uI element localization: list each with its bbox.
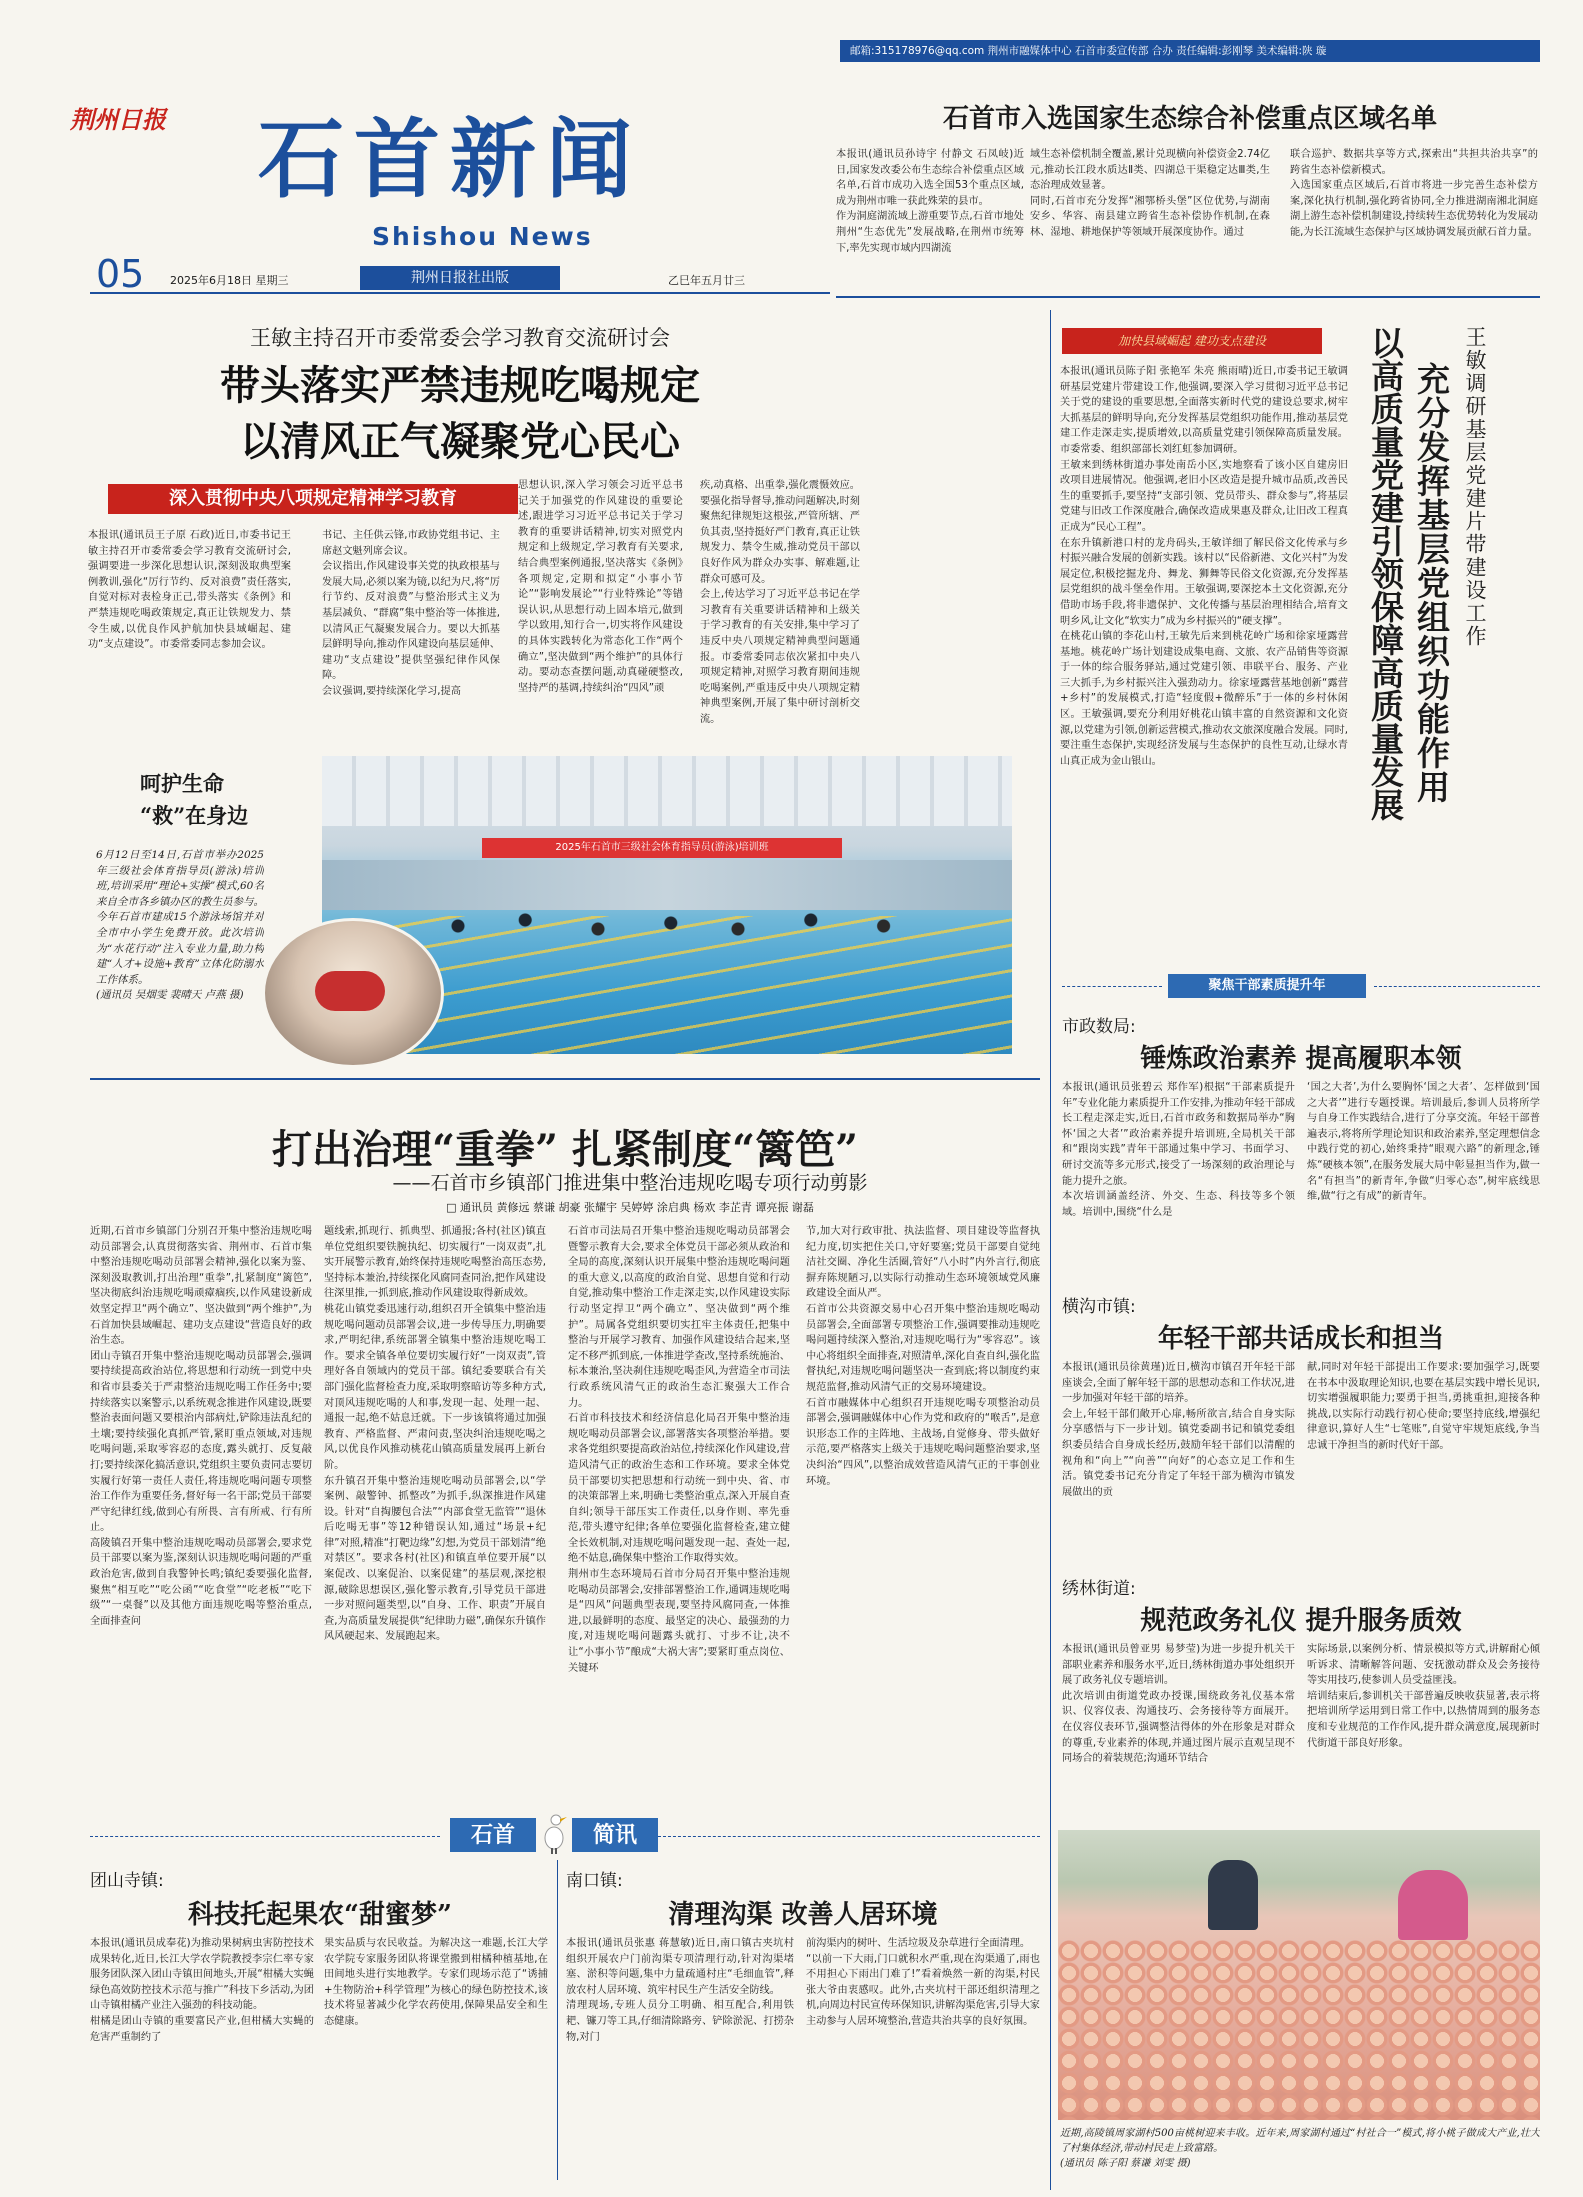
main-story-kicker: 王敏主持召开市委常委会学习教育交流研讨会 (250, 326, 670, 350)
top-contact-bar: 邮箱:315178976@qq.com 荆州市融媒体中心 石首市委宣传部 合办 责任编辑:彭刚琴 美术编辑:陕 璇 (840, 40, 1540, 62)
nankou-col-2: 前沟渠内的树叶、生活垃圾及杂草进行全面清理。 “以前一下大雨,门口就积水严重,现在沟渠通了,雨也不用担心下雨出门难了!”看着焕然一新的沟渠,村民张大爷由衷感叹。此外,古夹坑村干部还组织清理之机,向周边村民宣传环保知识,讲解沟渠危害,引导大家主动参与人居环境整治,营造共治共享的良好氛围。 (806, 1938, 1040, 2027)
fist-story-rule-top (90, 1078, 1040, 1080)
right-story-headline-vertical-2: 以高质量党建引领保障高质量发展 (1366, 326, 1405, 821)
xiulin-col-2: 实际场景,以案例分析、情景模拟等方式,讲解耐心倾听诉求、清晰解答问题、安抚激动群众及会务接待等实用技巧,使参训人员受益匪浅。 培训结束后,参训机关干部普遍反映收获显著,表示将把培训所学运用到日常工作中,以热情周到的服务态度和专业规范的工作作风,提升群众满意度,展现新时代街道干部良好形象。 (1307, 1644, 1540, 1749)
main-story-col-1: 本报讯(通讯员王子原 石政)近日,市委书记王敏主持召开市委常委会学习教育交流研讨会,强调要进一步深化思想认识,深刻汲取典型案例教训,强化“厉行节约、反对浪费”责任落实,自觉对标对表检身正己,带头落实《条例》和严禁违规吃喝政策规定,真正让铁规发力、禁令生威,以优良作风护航加快县域崛起、建功“支点建设”。市委常委同志参加会议。 (88, 530, 291, 651)
masthead-title: 石首新闻 (258, 109, 642, 210)
jianxun-divider (557, 1860, 558, 2180)
top-story-col-3: 联合巡护、数据共享等方式,探索出“共担共治共享”的跨省生态补偿新模式。 入选国家重点区域后,石首市将进一步完善生态补偿方案,深化执行机制,强化跨省协同,全力推进湖南湘北洞庭湖上游生态补偿机制建设,持续转生态优势转化为发展动能,为长江流域生态保护与区域协调发展贡献石首力量。 (1290, 149, 1538, 238)
main-story-ribbon: 深入贯彻中央八项规定精神学习教育 (108, 484, 518, 514)
cpr-inset-photo (262, 918, 444, 1068)
peach-worker-left (1208, 1860, 1258, 1930)
peach-worker-right (1398, 1870, 1468, 1940)
photo-story-caption: 6月12日至14日,石首市举办2025年三级社会体育指导员(游泳)培训班,培训采用“理论+实操”模式,60名来自全市各乡镇办区的教生员参与。今年石首市建成15个游泳场馆并对全市中小学生免费开放。此次培训为“水花行动”注入专业力量,助力构建“人才+设施+教育”立体化防溺水工作体系。 (通讯员 吴烟雯 裴晴天 卢燕 摄) (96, 849, 264, 1002)
fist-story-subhead: ——石首市乡镇部门推进集中整治违规吃喝专项行动剪影 (392, 1172, 868, 1194)
cadre-dash-left (1062, 986, 1162, 987)
main-story-col-2: 书记、主任供云锋,市政协党组书记、主席赵文魁列席会议。 会议指出,作风建设事关党的执政根基与发展大局,必须以案为镜,以纪为尺,将“厉行节约、反对浪费”与整治形式主义为基层减负、“群腐”集中整治等一体推进,以清风正气凝聚发展合力。要以大抓基层鲜明导向,推动作风建设向基层延伸、建功“支点建设”提供坚强纪律作风保障。 会议强调,要持续深化学习,提高 (322, 530, 500, 697)
photo-story-headline-1: 呵护生命 (140, 771, 224, 796)
right-story-body: 本报讯(通讯员陈子阳 张艳军 朱亮 熊雨晴)近日,市委书记王敏调研基层党建片带建设工作,他强调,要深入学习贯彻习近平总书记关于党的建设的重要思想,全面落实新时代党的建设总要求,树牢大抓基层的鲜明导向,充分发挥基层党组织功能作用,推动基层党建工作走深走实,提质增效,以高质量党建引领保障高质量发展。市委常委、组织部部长刘红虹参加调研。 王敏来到绣林街道办事处南岳小区,实地察看了该小区自建房旧改项目进展情况。他强调,老旧小区改造是提升城市品质,改善民生的重要抓手,要坚持“支部引领、党员带头、群众参与”,将基层党建与旧改工作深度融合,确保改造成果惠及群众,让旧改工程真正成为“民心工程”。 在东升镇新港口村的龙舟码头,王敏详细了解民俗文化传承与乡村振兴融合发展的创新实践。该村以“民俗新港、文化兴村”为发展定位,积极挖掘龙舟、舞龙、狮舞等民俗文化资源,充分发挥基层党组织的战斗堡垒作用。王敏强调,要深挖本土文化资源,充分借助市场手段,将非遗保护、文化传播与基层治理相结合,培育文明乡风,让文化“软实力”成为乡村振兴的“硬支撑”。 在桃花山镇的李花山村,王敏先后来到桃花岭广场和徐家垭露营基地。桃花岭广场计划建设成集电商、文旅、农产品销售等资源于一体的综合服务驿站,通过党建引领、串联平台、服务、产业三大抓手,为乡村振兴注入强劲动力。徐家垭露营基地创新“露营+乡村”的发展模式,打造“轻度假+微醉乐”于一体的乡村休闲区。王敏强调,要充分利用好桃花山镇丰富的自然资源和文化资源,以党建为引领,创新运营模式,推动农文旅深度融合发展。同时,要注重生态保护,实现经济发展与生态保护的良性互动,让绿水青山真正成为金山银山。 (1060, 366, 1348, 767)
shizheng-headline: 锤炼政治素养 提高履职本领 (1140, 1044, 1462, 1074)
nankou-headline: 清理沟渠 改善人居环境 (668, 1900, 938, 1930)
xiulin-col-1: 本报讯(通讯员曾亚男 易梦莹)为进一步提升机关干部职业素养和服务水平,近日,绣林街道办事处组织开展了政务礼仪专题培训。 此次培训由街道党政办授课,围绕政务礼仪基本常识、仪容仪表、沟通技巧、会务接待等方面展开。在仪容仪表环节,强调整洁得体的外在形象是对群众的尊重,专业素养的体现,并通过图片展示直观呈现不同场合的着装规范;沟通环节结合 (1062, 1644, 1295, 1765)
tuanshan-headline: 科技托起果农“甜蜜梦” (188, 1900, 452, 1930)
nankou-label: 南口镇: (566, 1871, 623, 1891)
peach-pile (1058, 1940, 1540, 2120)
xiulin-label: 绣林街道: (1062, 1579, 1136, 1599)
right-story-kicker-vertical: 王敏调研基层党建片带建设工作 (1463, 326, 1487, 648)
jianxun-dash-left (90, 1836, 440, 1837)
right-story-banner: 加快县域崛起 建功支点建设 (1062, 328, 1322, 354)
tuanshan-col-1: 本报讯(通讯员成奉花)为推动果树病虫害防控技术成果转化,近日,长江大学农学院教授李宗仁率专家服务团队深入团山寺镇田间地头,开展“柑橘大实蝇绿色高效防控技术示范与推广”科技下乡活动,为团山寺镇柑橘产业注入强劲的科技动能。 柑橘是团山寺镇的重要富民产业,但柑橘大实蝇的危害严重制约了 (90, 1938, 314, 2043)
publisher-box: 荆州日报社出版 (360, 266, 560, 290)
xiulin-headline: 规范政务礼仪 提升服务质效 (1140, 1606, 1462, 1636)
henggou-col-1: 本报讯(通讯员徐黄瑾)近日,横沟市镇召开年轻干部座谈会,全面了解年轻干部的思想动态和工作状况,进一步加强对年轻干部的培养。 会上,年轻干部们敞开心扉,畅所欲言,结合自身实际分享感悟与下一步计划。镇党委副书记和镇党委组织委员结合自身成长经历,鼓励年轻干部们以清醒的视角和“向上”“向善”“向好”的心态立足工作和生活。镇党委书记充分肯定了年轻干部为横沟市镇发展做出的贡 (1062, 1362, 1295, 1498)
top-story-col-1: 本报讯(通讯员孙诗宇 付静文 石凤岐)近日,国家发改委公布生态综合补偿重点区域名单,石首市成功入选全国53个重点区域,成为荆州市唯一获此殊荣的县市。 作为洞庭湖流域上游重要节点,石首市地处荆州“生态优先”发展战略,在荆州市统筹下,率先实现市域内四湖流 (836, 149, 1024, 254)
main-story-headline-line-1: 带头落实严禁违规吃喝规定 (220, 362, 700, 409)
egret-icon (540, 1810, 568, 1854)
photo-story-headline-2: “救”在身边 (140, 803, 249, 828)
fist-story-col-1: 近期,石首市乡镇部门分别召开集中整治违规吃喝动员部署会,认真贯彻落实省、荆州市、石首市集中整治违规吃喝动员部署会精神,强化以案为鉴、深刻汲取教训,打出治理“重拳”,扎紧制度“篱笆”,坚决彻底纠治违规吃喝顽瘴痼疾,以作风建设新成效坚定捍卫“两个确立”、坚决做到“两个维护”,为石首加快县域崛起、建功支点建设“营造良好的政治生态。 团山寺镇召开集中整治违规吃喝动员部署会,强调要持续提高政治站位,将思想和行动统一到党中央和省市县委关于严肃整治违规吃喝工作任务中;要持续落实以案警示,以系统观念推进作风建设,既要整治表面问题又要根治内部病灶,铲除违法乱纪的土壤;要持续强化真抓严管,紧盯重点领域,对违规吃喝问题,采取零容忍的态度,露头就打、反复敲打;要持续深化搞活意识,党组织主要负责同志要切实履行好第一责任人责任,将违规吃喝问题专项整治工作作为重要任务,督好每一名干部;党员干部要严守纪律红线,做到心有所畏、言有所戒、行有所止。 高陵镇召开集中整治违规吃喝动员部署会,要求党员干部要以案为鉴,深刻认识违规吃喝问题的严重政治危害,做到自我警钟长鸣;镇纪委要强化监督,聚焦“相互吃”“吃公函”“吃食堂”“吃老板”“吃下级”“一桌餐”以及其他方面违规吃喝等整治重点,全面排查问 (90, 1226, 312, 1627)
page-number: 05 (96, 252, 145, 296)
tuanshan-col-2: 果实品质与农民收益。为解决这一难题,长江大学农学院专家服务团队将课堂搬到柑橘种植基地,在田间地头进行实地教学。专家们现场示范了“诱捕+生物防治+科学管理”为核心的绿色防控技术,该技术将显著减少化学农药使用,保障果品安全和生态健康。 (324, 1938, 548, 2027)
fist-story-col-2: 题线索,抓现行、抓典型、抓通报;各村(社区)镇直单位党组织要铁腕执纪、切实履行“一岗双责”,扎实开展警示教育,始终保持违规吃喝整治高压态势,坚持标本兼治,持续探化风腐同查同治,把作风建设往深里推,一抓到底,推动作风建设取得新成效。 桃花山镇党委迅速行动,组织召开全镇集中整治违规吃喝问题动员部署会议,进一步传导压力,明确要求,严明纪律,系统部署全镇集中整治违规吃喝工作。要求全镇各单位要切实履行好“一岗双责”,管理好各自领域内的党员干部。镇纪委要联合有关部门强化监督检查力度,采取明察暗访等多种方式,对顶风违规吃喝的人和事,发现一起、处理一起、通报一起,绝不姑息迁就。下一步该镇将通过加强教育、严格监督、严肃问责,坚决纠治违规吃喝之风,以优良作风推动桃花山镇高质量发展再上新台阶。 东升镇召开集中整治违规吃喝动员部署会,以“学案例、敲警钟、抓整改”为抓手,纵深推进作风建设。针对“自掏腰包合法”“内部食堂无监管”“退休后吃喝无事”等12种错误认知,通过“场景+纪律”对照,精准“打靶边缘”幻想,为党员干部划清“绝对禁区”。要求各村(社区)和镇直单位要开展“以案促改、以案促治、以案促建”的基层观,深挖根源,破除思想误区,强化警示教育,引导党员干部进一步对照问题类型,以“自身、工作、职责”开展自查,为高质量发展提供“纪律助力磁”,确保东升镇作风风硬起来、发展跑起来。 (324, 1226, 546, 1643)
nankou-col-1: 本报讯(通讯员张惠 蒋慧敏)近日,南口镇古夹坑村组织开展农户门前沟渠专项清理行动,针对沟渠堵塞、淤积等问题,集中力量疏通村庄“毛细血管”,释放农村人居环境、筑牢村民生产生活安全防线。 清理现场,专班人员分工明确、相互配合,利用铁耙、镰刀等工具,仔细清除路旁、铲除淤泥、打捞杂物,对门 (566, 1938, 794, 2043)
cadre-dash-right (1374, 986, 1540, 987)
jianxun-banner-right: 简讯 (572, 1818, 658, 1852)
fist-story-col-4: 节,加大对行政审批、执法监督、项目建设等监督执纪力度,切实把住关口,守好要塞;党员干部要自觉纯洁社交圈、净化生活圈,管好“八小时”内外言行,彻底摒弃陈规陋习,以实际行动推动生态环境领域党风廉政建设全面从严。 石首市公共资源交易中心召开集中整治违规吃喝动员部署会,全面部署专项整治工作,强调要推动违规吃喝问题持续深入整治,对违规吃喝行为“零容忍”。该中心将组织全面排查,对照清单,深化自查自纠,强化监督执纪,对违规吃喝问题坚决一查到底;将以制度约束规范监督,推动风清气正的交易环境建设。 石首市融媒体中心组织召开违规吃喝专项整治动员部署会,强调融媒体中心作为党和政府的“喉舌”,是意识形态工作的主阵地、主战场,自觉修身、带头做好示范,要严格落实上级关于违规吃喝问题整治要求,坚决纠治“四风”,以整治成效营造风清气正的干事创业环境。 (806, 1226, 1040, 1487)
pool-ceiling (322, 756, 1012, 826)
cadre-quality-banner: 聚焦干部素质提升年 (1168, 974, 1366, 998)
shizheng-col-2: ‘国之大者’,为什么要胸怀‘国之大者’、怎样做到‘国之大者’”进行专题授课。培训最后,参训人员将所学与自身工作实践结合,进行了分享交流。年轻干部普遍表示,将将所学理论知识和政治素养,坚定理想信念中践行党的初心,始终秉持“眼观六路”的新理念,锤炼“硬核本领”,在服务发展大局中彰显担当作为,做一名“有担当”的新青年,争做“归零心态”,树牢底线思维,做“行之有成”的新青年。 (1307, 1082, 1540, 1203)
swimmers-group (402, 896, 962, 956)
top-story-headline: 石首市入选国家生态综合补偿重点区域名单 (942, 104, 1437, 134)
shizheng-col-1: 本报讯(通讯员张碧云 郑作军)根据“干部素质提升年”专业化能力素质提升工作安排,为推动年轻干部成长工程走深走实,近日,石首市政务和数据局举办“胸怀‘国之大者’”政治素养提升培训班,全局机关干部和“跟岗实践”青年干部通过集中学习、书面学习、研讨交流等多元形式,接受了一场深刻的政治理论与能力提升之旅。 本次培训涵盖经济、外交、生态、科技等多个领域。培训中,围绕“什么是 (1062, 1082, 1295, 1218)
peach-harvest-photo (1058, 1830, 1540, 2120)
pool-banner: 2025年石首市三级社会体育指导员(游泳)培训班 (482, 838, 842, 858)
fist-story-headline: 打出治理“重拳” 扎紧制度“篱笆” (272, 1126, 858, 1173)
jingzhou-daily-logo: 荆州日报 (70, 105, 166, 134)
masthead-rule (90, 292, 830, 294)
tuanshan-label: 团山寺镇: (90, 1871, 164, 1891)
jianxun-dash-right (658, 1836, 1040, 1837)
fist-story-byline: □ 通讯员 黄修远 蔡谦 胡豪 张耀宇 吴婷婷 涂启典 杨欢 李芷青 谭亮振 谢磊 (446, 1201, 814, 1214)
henggou-label: 横沟市镇: (1062, 1297, 1136, 1317)
henggou-col-2: 献,同时对年轻干部提出工作要求:要加强学习,既要在书本中汲取理论知识,也要在基层实践中增长见识,切实增强履职能力;要勇于担当,勇挑重担,迎接各种挑战,以实际行动践行初心使命;要坚持底线,增强纪律意识,算好人生“七笔账”,自觉守牢规矩底线,争当忠诚干净担当的新时代好干部。 (1307, 1362, 1540, 1451)
main-story-col-4: 疾,动真格、出重拳,强化震慑效应。要强化指导督导,推动问题解决,时刻聚焦纪律规矩这根弦,严管所辖、严负其责,坚持挺好严门教育,真正让铁规发力、禁令生威,推动党员干部以良好作风为群众办实事、解难题,让群众可感可及。 会上,传达学习了习近平总书记在学习教育有关重要讲话精神和上级关于学习教育的有关安排,集中学习了违反中央八项规定精神典型问题通报。市委常委同志依次紧扣中央八项规定精神,对照学习教育期间违规吃喝案例,严重违反中央八项规定精神典型案例,开展了集中研讨剖析交流。 (700, 480, 860, 725)
shizheng-label: 市政数局: (1062, 1017, 1136, 1037)
cpr-figure (315, 971, 385, 1011)
right-column-divider (1050, 310, 1051, 2190)
main-story-col-3: 思想认识,深入学习领会习近平总书记关于加强党的作风建设的重要论述,跟进学习习近平总书记关于学习教育的重要讲话精神,切实对照党内规定和上级规定,学习教育有关要求,结合典型案例通报,坚决落实《条例》各项规定,定期和拟定“小事小节论”“影响发展论”“行业特殊论”等错误认识,从思想行动上固本培元,做到学以致用,知行合一,切实将作风建设的具体实践转化为常态化工作“两个确立”,坚决做到“两个维护”的具体行动。要动态查摆问题,动真碰硬整改,坚持严的基调,持续纠治“四风”顽 (518, 480, 683, 694)
henggou-headline: 年轻干部共话成长和担当 (1157, 1324, 1444, 1354)
right-story-headline-vertical-1: 充分发挥基层党组织功能作用 (1412, 362, 1451, 804)
masthead-english: Shishou News (372, 222, 593, 251)
top-story-rule (836, 296, 1540, 298)
issue-date: 2025年6月18日 星期三 (170, 274, 289, 287)
lunar-date: 乙巳年五月廿三 (668, 274, 745, 287)
fist-story-col-3: 石首市司法局召开集中整治违规吃喝动员部署会暨警示教育大会,要求全体党员干部必须从政治和全局的高度,深刻认识开展集中整治违规吃喝问题的重大意义,以高度的政治自觉、思想自觉和行动自觉,推动集中整治工作走深走实,以作风建设实际行动坚定捍卫“两个确立”、坚决做到“两个维护”。局属各党组织要切实扛牢主体责任,把集中整治与开展学习教育、加强作风建设结合起来,坚定不移严抓到底,一体推进学查改,坚持系统施治、标本兼治,坚决刹住违规吃喝歪风,为营造全市司法行政系统风清气正的政治生态汇聚强大工作合力。 石首市科技技术和经济信息化局召开集中整治违规吃喝动员部署会议,部署落实各项整治举措。要求各党组织要提高政治站位,持续深化作风建设,营造风清气正的政治生态和工作环境。要求全体党员干部要切实把思想和行动统一到中央、省、市的决策部署上来,明确七类整治重点,深入开展自查自纠;领导干部压实工作责任,以身作则、率先垂范,带头遵守纪律;各单位要强化监督检查,建立健全长效机制,对违规吃喝问题发现一起、查处一起,绝不姑息,确保集中整治工作取得实效。 荆州市生态环境局石首市分局召开集中整治违规吃喝动员部署会,安排部署整治工作,通调违规吃喝是“四风”问题典型表现,要坚持风腐同查,一体推进,以最鲜明的态度、最坚定的决心、最强劲的力度,对违规吃喝问题露头就打、寸步不让,决不让“小事小节”酿成“大祸大害”;要紧盯重点岗位、关键环 (568, 1226, 790, 1674)
main-story-headline-line-2: 以清风正气凝聚党心民心 (240, 418, 680, 465)
jianxun-banner-left: 石首 (450, 1818, 536, 1852)
top-story-col-2: 域生态补偿机制全覆盖,累计兑现横向补偿资金2.74亿元,推动长江段水质达Ⅱ类、四湖总干渠稳定达Ⅲ类,生态治理成效显著。 同时,石首市充分发挥“湘鄂桥头堡”区位优势,与湖南安乡、华容、南县建立跨省生态补偿协作机制,在森林、湿地、耕地保护等领域开展深度协作。通过 (1030, 149, 1270, 238)
peach-photo-caption: 近期,高陵镇周家湖村500亩桃树迎来丰收。近年来,周家湖村通过“村社合一”模式,将小桃子做成大产业,壮大了村集体经济,带动村民走上致富路。 (通讯员 陈子阳 蔡谦 刘雯 摄) (1060, 2128, 1540, 2169)
